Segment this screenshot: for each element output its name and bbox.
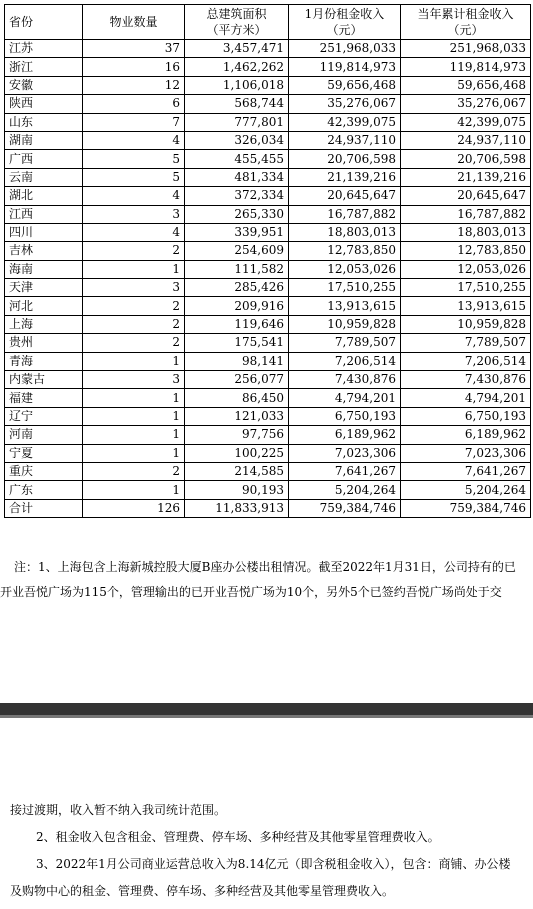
- cell-property-count: 2: [83, 334, 185, 352]
- cell-gross-floor-area: 372,334: [185, 187, 289, 205]
- cell-province: 云南: [5, 168, 83, 186]
- cell-property-count: 12: [83, 76, 185, 94]
- cell-province: 天津: [5, 279, 83, 297]
- cell-ytd-rent-income: 18,803,013: [401, 223, 531, 241]
- cell-ytd-rent-income: 7,641,267: [401, 462, 531, 480]
- cell-province: 福建: [5, 389, 83, 407]
- cell-january-rent-income: 7,430,876: [289, 371, 401, 389]
- cell-province: 内蒙古: [5, 371, 83, 389]
- table-row: [5, 168, 531, 186]
- cell-january-rent-income: 4,794,201: [289, 389, 401, 407]
- table-row: [5, 242, 531, 260]
- cell-gross-floor-area: 455,455: [185, 150, 289, 168]
- cell-property-count: 2: [83, 315, 185, 333]
- cell-province: 吉林: [5, 242, 83, 260]
- cell-gross-floor-area: 285,426: [185, 279, 289, 297]
- cell-january-rent-income: 21,139,216: [289, 168, 401, 186]
- cell-january-rent-income: 759,384,746: [289, 499, 401, 517]
- cell-january-rent-income: 7,641,267: [289, 462, 401, 480]
- cell-province: 辽宁: [5, 407, 83, 425]
- cell-province: 贵州: [5, 334, 83, 352]
- cell-province: 青海: [5, 352, 83, 370]
- cell-ytd-rent-income: 6,750,193: [401, 407, 531, 425]
- cell-gross-floor-area: 568,744: [185, 95, 289, 113]
- cell-gross-floor-area: 11,833,913: [185, 499, 289, 517]
- table-row: [5, 499, 531, 517]
- cell-province: 湖南: [5, 131, 83, 149]
- cell-january-rent-income: 17,510,255: [289, 279, 401, 297]
- table-header-row: [5, 5, 531, 40]
- note-1-line-3: 接过渡期，收入暂不纳入我司统计范围。: [10, 803, 227, 817]
- table-row: [5, 352, 531, 370]
- cell-property-count: 7: [83, 113, 185, 131]
- cell-province: 上海: [5, 315, 83, 333]
- cell-property-count: 126: [83, 499, 185, 517]
- cell-january-rent-income: 18,803,013: [289, 223, 401, 241]
- table-row: [5, 297, 531, 315]
- cell-ytd-rent-income: 5,204,264: [401, 481, 531, 499]
- cell-province: 安徽: [5, 76, 83, 94]
- cell-january-rent-income: 7,789,507: [289, 334, 401, 352]
- table-row: [5, 150, 531, 168]
- cell-ytd-rent-income: 4,794,201: [401, 389, 531, 407]
- cell-gross-floor-area: 90,193: [185, 481, 289, 499]
- cell-january-rent-income: 7,206,514: [289, 352, 401, 370]
- cell-january-rent-income: 24,937,110: [289, 131, 401, 149]
- cell-ytd-rent-income: 119,814,973: [401, 58, 531, 76]
- cell-january-rent-income: 35,276,067: [289, 95, 401, 113]
- cell-ytd-rent-income: 21,139,216: [401, 168, 531, 186]
- cell-gross-floor-area: 100,225: [185, 444, 289, 462]
- cell-january-rent-income: 59,656,468: [289, 76, 401, 94]
- cell-gross-floor-area: 111,582: [185, 260, 289, 278]
- header-province: 省份: [5, 5, 83, 40]
- cell-province: 河北: [5, 297, 83, 315]
- cell-january-rent-income: 251,968,033: [289, 40, 401, 58]
- header-ytd-rent-income: 当年累计租金收入 （元）: [401, 5, 531, 40]
- cell-gross-floor-area: 254,609: [185, 242, 289, 260]
- cell-ytd-rent-income: 24,937,110: [401, 131, 531, 149]
- cell-property-count: 2: [83, 242, 185, 260]
- cell-ytd-rent-income: 12,783,850: [401, 242, 531, 260]
- cell-province: 山东: [5, 113, 83, 131]
- header-january-rent-income: 1月份租金收入 （元）: [289, 5, 401, 40]
- cell-province: 重庆: [5, 462, 83, 480]
- table-row: [5, 40, 531, 58]
- note-3-line-1: 3、2022年1月公司商业运营总收入为8.14亿元（即含税租金收入），包含：商铺、办公楼: [36, 857, 511, 871]
- notes-continued: [10, 797, 529, 905]
- cell-province: 江西: [5, 205, 83, 223]
- table-row: [5, 481, 531, 499]
- cell-province: 河南: [5, 426, 83, 444]
- cell-gross-floor-area: 119,646: [185, 315, 289, 333]
- table-row: [5, 205, 531, 223]
- table-row: [5, 462, 531, 480]
- table-row: [5, 76, 531, 94]
- cell-ytd-rent-income: 42,399,075: [401, 113, 531, 131]
- cell-property-count: 4: [83, 187, 185, 205]
- cell-property-count: 5: [83, 150, 185, 168]
- note-1: [0, 555, 529, 605]
- cell-gross-floor-area: 98,141: [185, 352, 289, 370]
- table-row: [5, 187, 531, 205]
- table-row: [5, 444, 531, 462]
- table-row: [5, 113, 531, 131]
- cell-gross-floor-area: 256,077: [185, 371, 289, 389]
- table-row: [5, 407, 531, 425]
- cell-january-rent-income: 20,645,647: [289, 187, 401, 205]
- note-1-line-1: 注：1、上海包含上海新城控股大厦B座办公楼出租情况。截至2022年1月31日，公司持有的已: [14, 560, 516, 574]
- cell-gross-floor-area: 481,334: [185, 168, 289, 186]
- cell-ytd-rent-income: 6,189,962: [401, 426, 531, 444]
- cell-property-count: 6: [83, 95, 185, 113]
- table-row: [5, 279, 531, 297]
- table-row: [5, 131, 531, 149]
- cell-january-rent-income: 16,787,882: [289, 205, 401, 223]
- cell-gross-floor-area: 3,457,471: [185, 40, 289, 58]
- page-break-divider-shadow: [0, 715, 533, 718]
- cell-province: 广西: [5, 150, 83, 168]
- cell-gross-floor-area: 86,450: [185, 389, 289, 407]
- cell-gross-floor-area: 97,756: [185, 426, 289, 444]
- cell-ytd-rent-income: 59,656,468: [401, 76, 531, 94]
- table-row: [5, 426, 531, 444]
- cell-gross-floor-area: 121,033: [185, 407, 289, 425]
- note-1-line-2: 开业吾悦广场为115个，管理输出的已开业吾悦广场为10个，另外5个已签约吾悦广场尚处于交: [0, 585, 502, 599]
- table-row: [5, 334, 531, 352]
- header-property-count: 物业数量: [83, 5, 185, 40]
- note-2: 2、租金收入包含租金、管理费、停车场、多种经营及其他零星管理费收入。: [36, 830, 440, 844]
- table-row: [5, 260, 531, 278]
- cell-gross-floor-area: 265,330: [185, 205, 289, 223]
- cell-gross-floor-area: 326,034: [185, 131, 289, 149]
- cell-property-count: 5: [83, 168, 185, 186]
- cell-property-count: 1: [83, 260, 185, 278]
- page-break-divider: [0, 703, 533, 715]
- cell-property-count: 1: [83, 407, 185, 425]
- cell-province: 浙江: [5, 58, 83, 76]
- cell-ytd-rent-income: 17,510,255: [401, 279, 531, 297]
- cell-gross-floor-area: 209,916: [185, 297, 289, 315]
- cell-january-rent-income: 13,913,615: [289, 297, 401, 315]
- cell-gross-floor-area: 339,951: [185, 223, 289, 241]
- cell-ytd-rent-income: 7,206,514: [401, 352, 531, 370]
- rental-income-table: [4, 4, 531, 518]
- cell-property-count: 1: [83, 444, 185, 462]
- cell-property-count: 16: [83, 58, 185, 76]
- cell-gross-floor-area: 1,106,018: [185, 76, 289, 94]
- cell-january-rent-income: 42,399,075: [289, 113, 401, 131]
- cell-january-rent-income: 6,750,193: [289, 407, 401, 425]
- cell-january-rent-income: 5,204,264: [289, 481, 401, 499]
- cell-january-rent-income: 6,189,962: [289, 426, 401, 444]
- cell-gross-floor-area: 175,541: [185, 334, 289, 352]
- cell-january-rent-income: 12,783,850: [289, 242, 401, 260]
- cell-ytd-rent-income: 20,645,647: [401, 187, 531, 205]
- cell-ytd-rent-income: 7,789,507: [401, 334, 531, 352]
- table-row: [5, 371, 531, 389]
- cell-ytd-rent-income: 13,913,615: [401, 297, 531, 315]
- cell-january-rent-income: 12,053,026: [289, 260, 401, 278]
- cell-province: 海南: [5, 260, 83, 278]
- cell-property-count: 3: [83, 205, 185, 223]
- cell-property-count: 1: [83, 389, 185, 407]
- cell-property-count: 4: [83, 223, 185, 241]
- cell-province: 陕西: [5, 95, 83, 113]
- cell-property-count: 4: [83, 131, 185, 149]
- cell-property-count: 3: [83, 279, 185, 297]
- cell-province: 四川: [5, 223, 83, 241]
- note-3-line-2: 及购物中心的租金、管理费、停车场、多种经营及其他零星管理费收入。: [10, 884, 395, 898]
- cell-province: 宁夏: [5, 444, 83, 462]
- cell-property-count: 1: [83, 481, 185, 499]
- cell-january-rent-income: 10,959,828: [289, 315, 401, 333]
- cell-gross-floor-area: 777,801: [185, 113, 289, 131]
- cell-ytd-rent-income: 20,706,598: [401, 150, 531, 168]
- cell-ytd-rent-income: 35,276,067: [401, 95, 531, 113]
- cell-province: 湖北: [5, 187, 83, 205]
- cell-january-rent-income: 20,706,598: [289, 150, 401, 168]
- cell-property-count: 2: [83, 297, 185, 315]
- cell-province: 合计: [5, 499, 83, 517]
- table-row: [5, 315, 531, 333]
- cell-property-count: 1: [83, 426, 185, 444]
- cell-property-count: 2: [83, 462, 185, 480]
- table-row: [5, 95, 531, 113]
- cell-ytd-rent-income: 7,430,876: [401, 371, 531, 389]
- cell-ytd-rent-income: 7,023,306: [401, 444, 531, 462]
- cell-ytd-rent-income: 759,384,746: [401, 499, 531, 517]
- cell-province: 广东: [5, 481, 83, 499]
- cell-ytd-rent-income: 12,053,026: [401, 260, 531, 278]
- table-row: [5, 223, 531, 241]
- cell-gross-floor-area: 1,462,262: [185, 58, 289, 76]
- cell-property-count: 3: [83, 371, 185, 389]
- cell-ytd-rent-income: 16,787,882: [401, 205, 531, 223]
- cell-property-count: 1: [83, 352, 185, 370]
- table-row: [5, 58, 531, 76]
- cell-january-rent-income: 7,023,306: [289, 444, 401, 462]
- cell-ytd-rent-income: 251,968,033: [401, 40, 531, 58]
- header-gross-floor-area: 总建筑面积 （平方米）: [185, 5, 289, 40]
- cell-january-rent-income: 119,814,973: [289, 58, 401, 76]
- cell-property-count: 37: [83, 40, 185, 58]
- cell-province: 江苏: [5, 40, 83, 58]
- cell-gross-floor-area: 214,585: [185, 462, 289, 480]
- table-row: [5, 389, 531, 407]
- cell-ytd-rent-income: 10,959,828: [401, 315, 531, 333]
